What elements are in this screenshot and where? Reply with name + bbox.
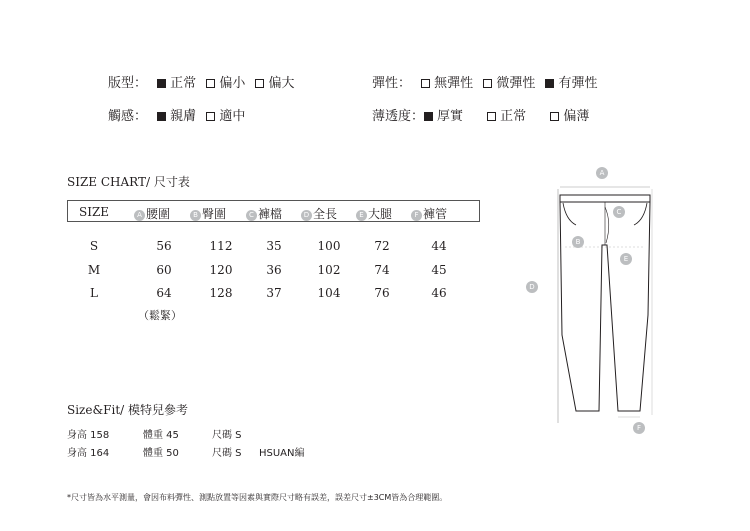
waistband <box>560 195 650 202</box>
attr-label: 薄透度： <box>372 109 425 124</box>
size-s: S <box>89 239 99 253</box>
fly-stitch <box>605 207 609 243</box>
option-label: 有彈性 <box>558 76 598 91</box>
option-label: 偏小 <box>219 76 246 91</box>
badge-d: D <box>301 210 312 221</box>
col-header-waist <box>134 205 170 222</box>
col-label: 褲檔 <box>258 207 283 221</box>
pants-diagram <box>520 165 670 435</box>
cell: 120 <box>209 263 233 277</box>
col-header-length <box>301 205 337 222</box>
left-pocket <box>563 203 576 225</box>
checkbox-unchecked <box>421 79 430 88</box>
col-header-hem <box>411 205 447 222</box>
checkbox-checked <box>424 112 433 121</box>
cell: 44 <box>431 239 447 253</box>
cell: 35 <box>266 239 282 253</box>
option-label: 無彈性 <box>434 76 474 91</box>
cell: 128 <box>209 286 233 300</box>
col-header-hip <box>190 205 226 222</box>
checkbox-unchecked <box>483 79 492 88</box>
cell: 72 <box>374 239 390 253</box>
checkbox-unchecked <box>550 112 559 121</box>
checkbox-unchecked <box>206 79 215 88</box>
diagram-label-c: C <box>613 206 625 218</box>
fit-title: Size&Fit/ 模特兒參考 <box>67 403 189 417</box>
cell: 76 <box>374 286 390 300</box>
badge-c: C <box>246 210 257 221</box>
fit-row-2 <box>67 444 109 459</box>
fit-weight-2: 體重 50 <box>143 448 179 459</box>
col-label: 臀圍 <box>202 207 227 221</box>
badge-e: E <box>356 210 367 221</box>
col-label: 腰圍 <box>146 207 171 221</box>
right-pocket <box>634 203 647 225</box>
col-label: 全長 <box>313 207 338 221</box>
checkbox-unchecked <box>206 112 215 121</box>
badge-f: F <box>411 210 422 221</box>
cell: 74 <box>374 263 390 277</box>
option-label: 偏大 <box>268 76 295 91</box>
option-label: 親膚 <box>170 109 197 124</box>
fit-size-1: 尺碼 S <box>212 430 242 441</box>
fit-size-2: 尺碼 S <box>212 448 242 459</box>
cell: 46 <box>431 286 447 300</box>
option-label: 正常 <box>500 109 527 124</box>
diagram-label-a: A <box>596 167 608 179</box>
size-header: SIZE <box>79 205 110 219</box>
col-label: 褲管 <box>423 207 448 221</box>
attr-label: 版型： <box>108 76 148 91</box>
option-label: 正常 <box>170 76 197 91</box>
attr-elastic-row <box>372 76 597 92</box>
size-chart-title: SIZE CHART/ 尺寸表 <box>67 175 190 189</box>
option-label: 偏薄 <box>563 109 590 124</box>
diagram-label-b: B <box>572 236 584 248</box>
attr-touch-row <box>108 109 245 125</box>
fit-weight-1: 體重 45 <box>143 430 179 441</box>
fit-height: 身高 158 <box>67 430 110 441</box>
cell: 112 <box>209 239 233 253</box>
size-m: M <box>87 263 101 277</box>
attr-fit-row <box>108 76 294 92</box>
col-header-thigh <box>356 205 392 222</box>
diagram-label-d: D <box>526 281 538 293</box>
measurement-footnote: *尺寸皆為水平測量，會因布料彈性、測點放置等因素與實際尺寸略有誤差，誤差尺寸±3CM皆為合理範圍。 <box>67 493 448 502</box>
checkbox-checked <box>157 79 166 88</box>
cell: 64 <box>156 286 172 300</box>
attr-label: 彈性： <box>372 76 412 91</box>
diagram-label-f: F <box>633 422 645 434</box>
col-header-rise <box>246 205 282 222</box>
option-label: 微彈性 <box>496 76 536 91</box>
waist-elastic-note: （鬆緊） <box>138 309 182 322</box>
cell: 60 <box>156 263 172 277</box>
fit-editor-name: HSUAN編 <box>259 448 305 459</box>
fit-row-1 <box>67 426 109 441</box>
badge-b: B <box>190 210 201 221</box>
cell: 36 <box>266 263 282 277</box>
cell: 56 <box>156 239 172 253</box>
cell: 45 <box>431 263 447 277</box>
cell: 100 <box>317 239 341 253</box>
checkbox-unchecked <box>255 79 264 88</box>
cell: 37 <box>266 286 282 300</box>
size-l: L <box>90 286 98 300</box>
cell: 102 <box>317 263 341 277</box>
fit-height: 身高 164 <box>67 448 110 459</box>
option-label: 厚實 <box>437 109 464 124</box>
checkbox-checked <box>545 79 554 88</box>
badge-a: A <box>134 210 145 221</box>
option-label: 適中 <box>219 109 246 124</box>
diagram-label-e: E <box>620 253 632 265</box>
col-label: 大腿 <box>368 207 393 221</box>
checkbox-unchecked <box>487 112 496 121</box>
cell: 104 <box>317 286 341 300</box>
attr-label: 觸感： <box>108 109 148 124</box>
checkbox-checked <box>157 112 166 121</box>
attr-thickness-row <box>372 109 589 125</box>
